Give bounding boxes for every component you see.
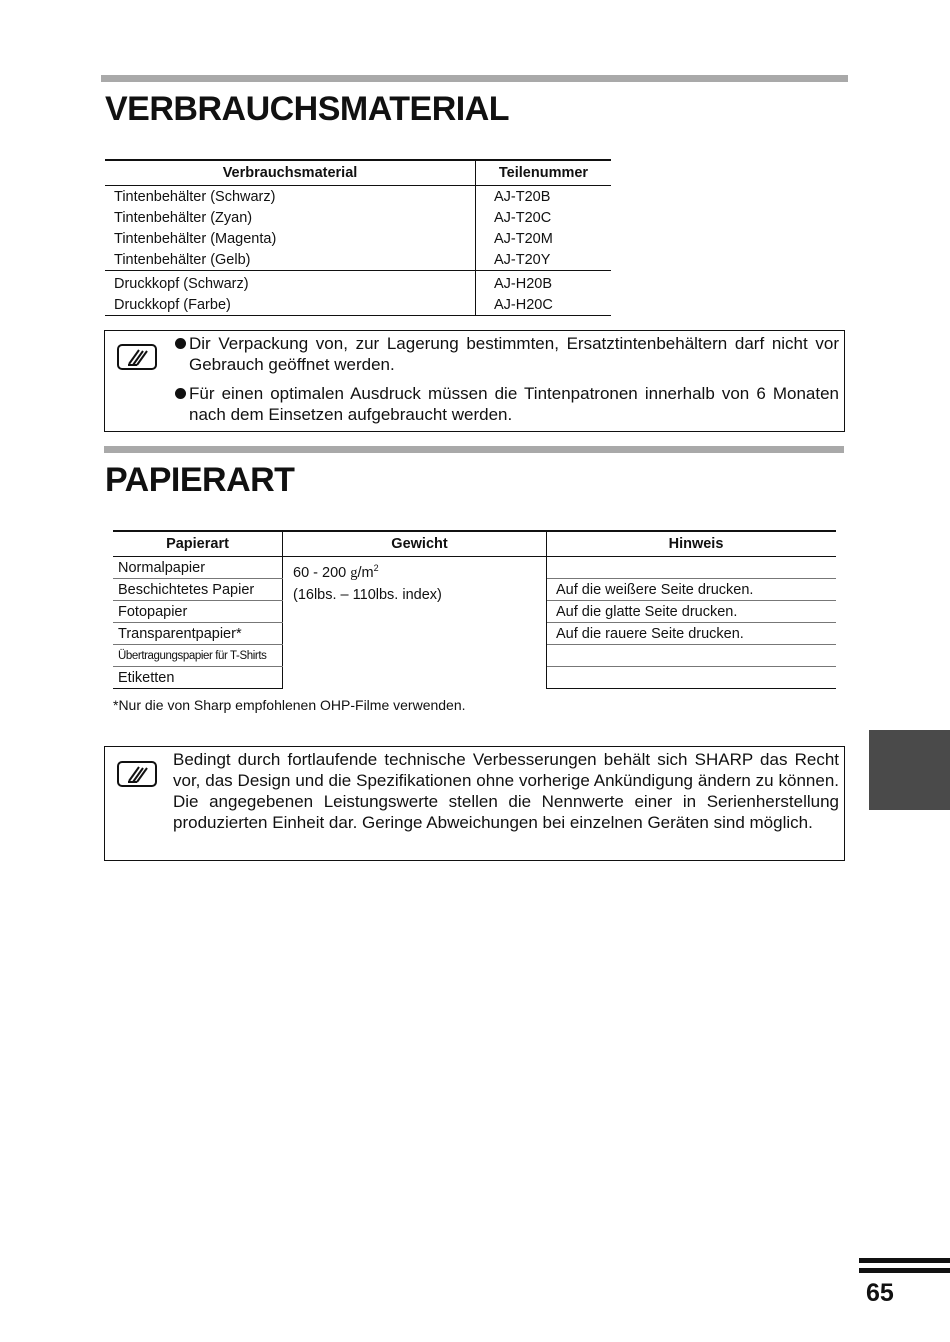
section-rule-paper bbox=[104, 446, 844, 453]
weight-imperial: (16lbs. – 110lbs. index) bbox=[293, 586, 442, 603]
paper-type: Etiketten bbox=[113, 667, 283, 689]
page-number-rule bbox=[859, 1258, 950, 1263]
part-number: AJ-H20B bbox=[476, 271, 612, 295]
part-number: AJ-T20B bbox=[494, 188, 551, 205]
consumables-note-box bbox=[104, 330, 845, 432]
consumable-name: Druckkopf (Schwarz) bbox=[105, 271, 476, 295]
table-row bbox=[105, 294, 611, 316]
weight-unit-m: /m bbox=[357, 564, 374, 581]
column-header: Papierart bbox=[113, 531, 283, 557]
note-text: Für einen optimalen Ausdruck müssen die Tintenpatronen innerhalb von 6 Monaten nach dem Einsetzen aufgebraucht werden. bbox=[189, 384, 839, 424]
paper-type: Transparentpapier* bbox=[113, 623, 283, 645]
section-title-consumables: VERBRAUCHSMATERIAL bbox=[105, 90, 510, 128]
paper-type: Beschichtetes Papier bbox=[113, 579, 283, 601]
note-text: Dir Verpackung von, zur Lagerung bestimmten, Ersatztintenbehältern darf nicht vor Gebrauch geöffnet werden. bbox=[189, 334, 839, 374]
column-header: Hinweis bbox=[547, 531, 837, 557]
table-header-row bbox=[105, 160, 611, 186]
paper-hint: Auf die glatte Seite drucken. bbox=[547, 601, 837, 623]
disclaimer-text: Bedingt durch fortlaufende technische Verbesserungen behält sich SHARP das Recht vor, das Design und die Spezifikationen ohne vorherige Ankündigung ändern zu können. Die angegebenen Leistungswerte stellen die Nennwerte einer in Serienherstellung produzierten Einheit dar. Geringe Abweichungen bei einzelnen Geräten sind möglich. bbox=[173, 750, 839, 832]
paper-hint bbox=[547, 557, 837, 579]
bullet-dot bbox=[175, 388, 186, 399]
table-row bbox=[105, 186, 611, 208]
paper-hint: Auf die rauere Seite drucken. bbox=[547, 623, 837, 645]
table-row bbox=[105, 207, 611, 228]
consumable-name: Druckkopf (Farbe) bbox=[105, 294, 476, 316]
section-title-paper: PAPIERART bbox=[105, 461, 295, 499]
part-number: AJ-H20C bbox=[476, 294, 612, 316]
paper-type-table bbox=[113, 530, 836, 689]
note-bullet bbox=[175, 383, 839, 425]
paper-weight bbox=[283, 557, 547, 689]
paper-hint: Auf die weißere Seite drucken. bbox=[547, 579, 837, 601]
paper-hint bbox=[547, 645, 837, 667]
page-number: 65 bbox=[866, 1279, 894, 1307]
weight-unit-g: g bbox=[350, 564, 358, 581]
table-footnote: *Nur die von Sharp empfohlenen OHP-Filme verwenden. bbox=[113, 697, 466, 713]
column-header: Gewicht bbox=[283, 531, 547, 557]
table-row bbox=[105, 228, 611, 249]
weight-metric bbox=[293, 557, 541, 584]
paper-type: Normalpapier bbox=[113, 557, 283, 579]
part-number: AJ-T20C bbox=[494, 209, 552, 226]
consumable-name: Tintenbehälter (Gelb) bbox=[105, 249, 476, 271]
note-bullet bbox=[175, 333, 839, 375]
note-pencil-icon bbox=[117, 344, 157, 370]
chapter-side-tab bbox=[869, 730, 950, 810]
weight-unit-exp: 2 bbox=[373, 563, 379, 573]
bullet-dot bbox=[175, 338, 186, 349]
consumable-name: Tintenbehälter (Schwarz) bbox=[105, 186, 476, 208]
section-rule-consumables bbox=[101, 75, 848, 82]
table-header-row bbox=[113, 531, 836, 557]
consumable-name: Tintenbehälter (Magenta) bbox=[105, 228, 476, 249]
part-number: AJ-T20M bbox=[494, 230, 553, 247]
consumables-table bbox=[105, 159, 611, 316]
consumable-name: Tintenbehälter (Zyan) bbox=[105, 207, 476, 228]
page-number-rule bbox=[859, 1268, 950, 1273]
table-row bbox=[105, 249, 611, 271]
table-row bbox=[105, 271, 611, 295]
disclaimer-note-box bbox=[104, 746, 845, 861]
paper-type: Fotopapier bbox=[113, 601, 283, 623]
weight-range: 60 - 200 bbox=[293, 564, 347, 581]
note-pencil-icon bbox=[117, 761, 157, 787]
table-row bbox=[113, 557, 836, 579]
part-number: AJ-T20Y bbox=[494, 251, 551, 268]
column-header: Verbrauchsmaterial bbox=[105, 160, 476, 186]
column-header: Teilenummer bbox=[476, 160, 612, 186]
paper-type: Übertragungspapier für T-Shirts bbox=[113, 645, 283, 667]
paper-hint bbox=[547, 667, 837, 689]
